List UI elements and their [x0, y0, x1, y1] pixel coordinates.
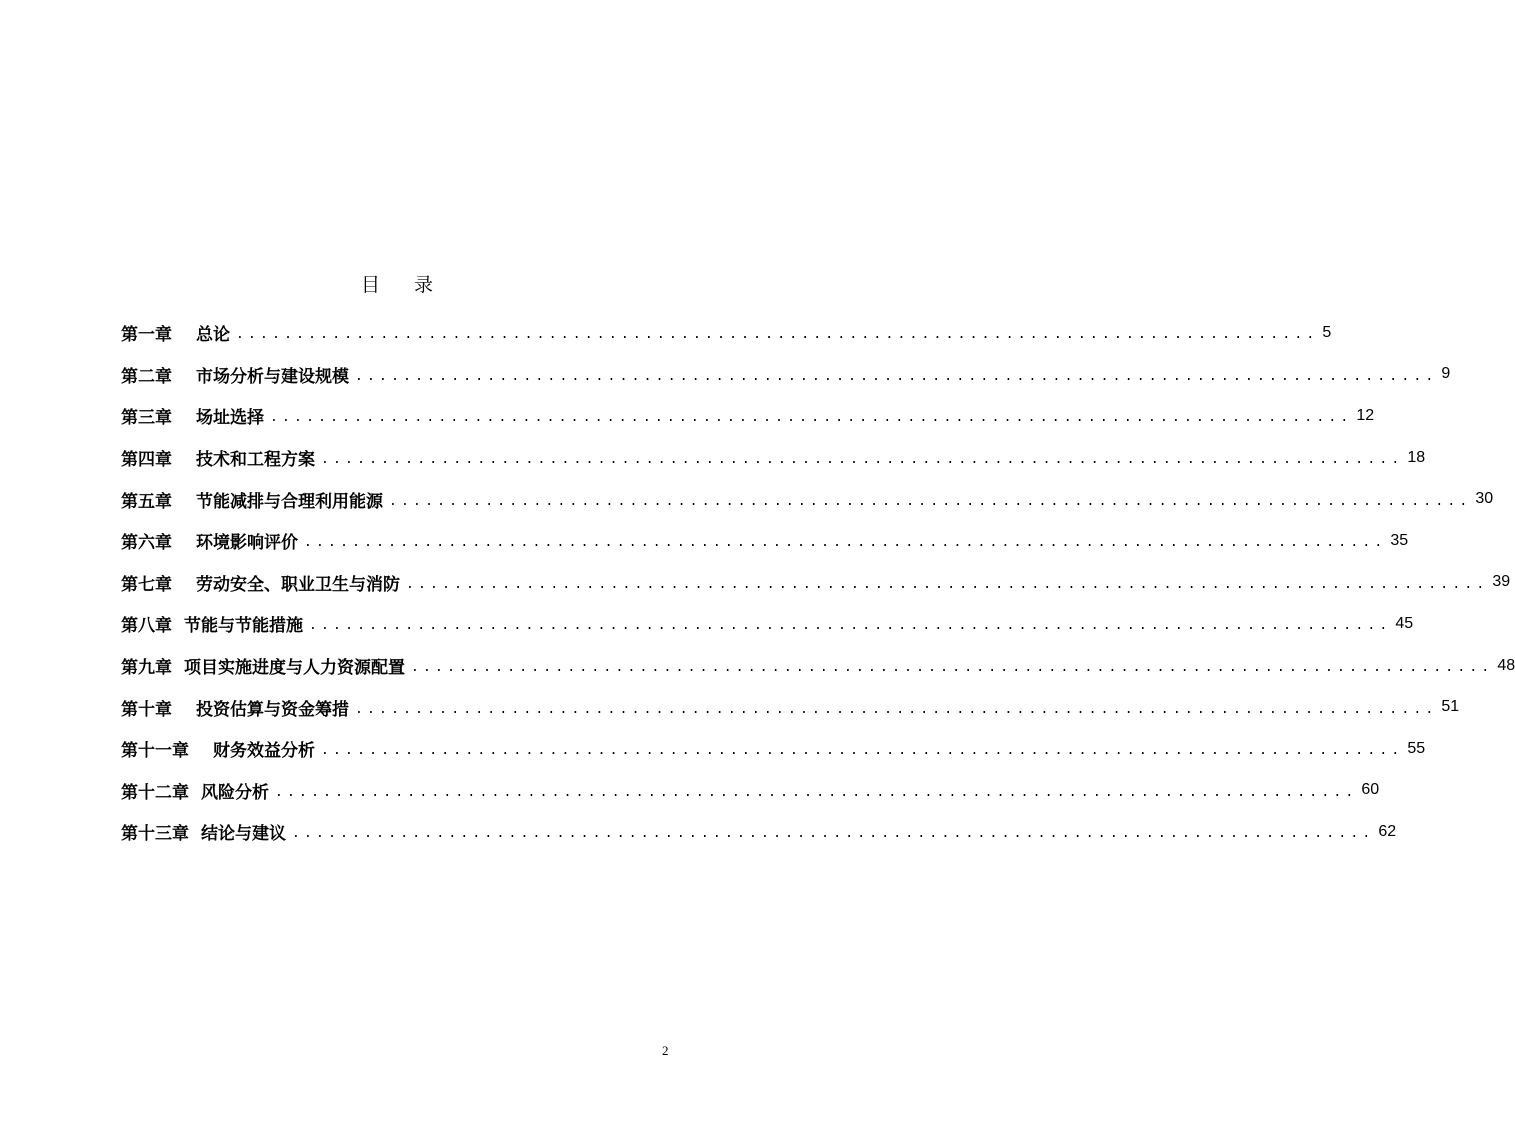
toc-dot-leader: ..........................................................................................: [275, 784, 1358, 800]
toc-chapter-label: 第五章: [121, 491, 172, 512]
toc-entry[interactable]: [121, 686, 1460, 728]
toc-dot-leader: ..........................................................................................: [355, 701, 1438, 717]
toc-dot-leader: ..........................................................................................: [411, 660, 1494, 676]
toc-entry[interactable]: [121, 645, 1515, 687]
toc-heading-left: 目: [360, 274, 380, 296]
toc-chapter-label: 第六章: [121, 533, 172, 554]
toc-entry-title: 环境影响评价: [196, 533, 298, 554]
table-of-contents: [121, 312, 1515, 853]
toc-entry[interactable]: [121, 520, 1409, 562]
toc-dot-leader: ..........................................................................................: [321, 743, 1404, 759]
toc-entry[interactable]: [121, 437, 1426, 479]
toc-dot-leader: ..........................................................................................: [236, 327, 1319, 343]
toc-page-number: 12: [1356, 406, 1375, 424]
toc-entry[interactable]: [121, 312, 1332, 354]
toc-chapter-label: 第三章: [121, 408, 172, 429]
toc-entry[interactable]: [121, 811, 1397, 853]
toc-entry[interactable]: [121, 562, 1511, 604]
toc-entry-title: 财务效益分析: [213, 741, 315, 762]
toc-entry-title: 技术和工程方案: [196, 450, 315, 471]
toc-page-number: 5: [1322, 323, 1332, 341]
toc-page-number: 35: [1390, 531, 1409, 549]
toc-dot-leader: ..........................................................................................: [292, 826, 1375, 842]
toc-dot-leader: ..........................................................................................: [270, 410, 1353, 426]
toc-page-number: 51: [1441, 698, 1460, 716]
toc-entry-title: 总论: [196, 325, 230, 346]
toc-chapter-label: 第十二章: [121, 782, 189, 803]
toc-chapter-label: 第八章: [121, 616, 172, 637]
toc-entry[interactable]: [121, 728, 1426, 770]
toc-entry-title: 风险分析: [201, 782, 269, 803]
toc-entry[interactable]: [121, 354, 1451, 396]
toc-entry[interactable]: [121, 478, 1494, 520]
toc-page-number: 62: [1378, 822, 1397, 840]
toc-entry[interactable]: [121, 395, 1375, 437]
toc-page-number: 39: [1492, 573, 1511, 591]
toc-chapter-label: 第二章: [121, 366, 172, 387]
toc-entry-title: 节能与节能措施: [184, 616, 303, 637]
toc-chapter-label: 第九章: [121, 658, 172, 679]
toc-dot-leader: ..........................................................................................: [355, 368, 1438, 384]
footer-page-number: 2: [662, 1043, 669, 1058]
toc-entry-title: 项目实施进度与人力资源配置: [184, 658, 405, 679]
toc-page-number: 60: [1361, 781, 1380, 799]
toc-entry[interactable]: [121, 603, 1414, 645]
toc-dot-leader: ..........................................................................................: [389, 493, 1472, 509]
toc-page-number: 30: [1475, 490, 1494, 508]
toc-heading: [0, 270, 794, 297]
toc-entry-title: 节能减排与合理利用能源: [196, 491, 383, 512]
toc-entry-title: 结论与建议: [201, 824, 286, 845]
toc-chapter-label: 第四章: [121, 450, 172, 471]
toc-dot-leader: ..........................................................................................: [406, 576, 1489, 592]
toc-dot-leader: ..........................................................................................: [304, 535, 1387, 551]
toc-entry-title: 市场分析与建设规模: [196, 366, 349, 387]
toc-dot-leader: ..........................................................................................: [321, 452, 1404, 468]
toc-page-number: 45: [1395, 614, 1414, 632]
toc-page-number: 55: [1407, 739, 1426, 757]
toc-page-number: 9: [1441, 365, 1451, 383]
toc-entry[interactable]: [121, 770, 1380, 812]
toc-entry-title: 投资估算与资金筹措: [196, 699, 349, 720]
toc-chapter-label: 第十章: [121, 699, 172, 720]
toc-heading-right: 录: [414, 274, 434, 296]
toc-chapter-label: 第七章: [121, 574, 172, 595]
toc-chapter-label: 第一章: [121, 325, 172, 346]
toc-page-number: 48: [1497, 656, 1515, 674]
toc-entry-title: 场址选择: [196, 408, 264, 429]
toc-dot-leader: ..........................................................................................: [309, 618, 1392, 634]
toc-entry-title: 劳动安全、职业卫生与消防: [196, 574, 400, 595]
toc-chapter-label: 第十三章: [121, 824, 189, 845]
toc-chapter-label: 第十一章: [121, 741, 189, 762]
toc-page-number: 18: [1407, 448, 1426, 466]
